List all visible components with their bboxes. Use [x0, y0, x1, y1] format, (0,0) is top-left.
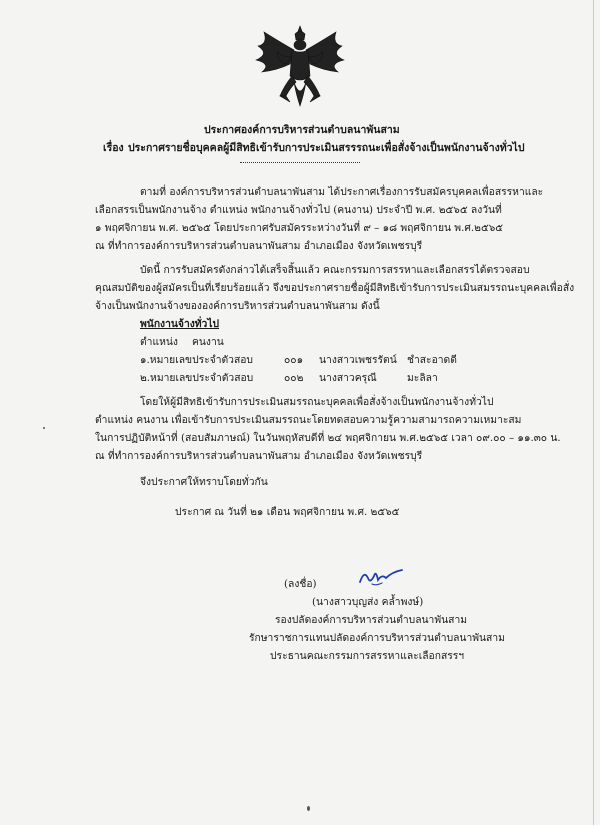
announce-date: ประกาศ ณ วันที่ ๒๑ เดือน พฤศจิกายน พ.ศ. ๒๕๖๕ [175, 506, 400, 518]
para1-line4: ณ ที่ทำการองค์การบริหารส่วนตำบลนาพันสาม อำเภอเมือง จังหวัดเพชรบุรี [95, 240, 423, 252]
para2-line1: บัดนี้ การรับสมัครดังกล่าวได้เสร็จสิ้นแล้ว คณะกรรมการสรรหาและเลือกสรรได้ตรวจสอบ [140, 264, 530, 276]
candidate-label: ๒.หมายเลขประจำตัวสอบ [140, 372, 254, 384]
garuda-emblem-icon [250, 24, 350, 114]
document-title: ประกาศองค์การบริหารส่วนตำบลนาพันสาม [204, 124, 400, 136]
sign-label: (ลงชื่อ) [284, 578, 317, 590]
para3-line3: ในการปฏิบัติหน้าที่ (สอบสัมภาษณ์) ในวันพฤหัสบดีที่ ๒๔ พฤศจิกายน พ.ศ.๒๕๖๕ เวลา ๐๙.๐๐ – ๑๑.๓๐ น. [95, 432, 561, 444]
signer-name: (นางสาวบุญส่ง คล้ำพงษ์) [312, 596, 424, 608]
candidate-surname: ชำสะอาดดี [407, 354, 457, 366]
para1-line3: ๑ พฤศจิกายน พ.ศ. ๒๕๖๕ โดยประกาศรับสมัครระหว่างวันที่ ๙ – ๑๘ พฤศจิกายน พ.ศ.๒๕๖๕ [95, 222, 504, 234]
candidate-number: ๐๐๒ [284, 372, 304, 384]
para3-line1: โดยให้ผู้มีสิทธิเข้ารับการประเมินสมรรถนะบุคคลเพื่อสั่งจ้างเป็นพนักงานจ้างทั่วไป [140, 396, 494, 408]
signer-position-2: รักษาราชการแทนปลัดองค์การบริหารส่วนตำบลนาพันสาม [249, 632, 505, 644]
scan-speck [307, 806, 310, 811]
candidate-label: ๑.หมายเลขประจำตัวสอบ [140, 354, 253, 366]
handwritten-signature [358, 566, 406, 588]
para3-line2: ตำแหน่ง คนงาน เพื่อเข้ารับการประเมินสมรรถนะโดยทดสอบความรู้ความสามารถความเหมาะสม [95, 414, 522, 426]
candidate-number: ๐๐๑ [284, 354, 304, 366]
page-edge [593, 0, 594, 825]
position-label: ตำแหน่ง [140, 336, 178, 348]
para1-line1: ตามที่ องค์การบริหารส่วนตำบลนาพันสาม ได้ประกาศเรื่องการรับสมัครบุคคลเพื่อสรรหาและ [140, 186, 544, 198]
closing-text: จึงประกาศให้ทราบโดยทั่วกัน [140, 476, 268, 488]
candidate-surname: มะลิลา [407, 372, 438, 384]
section-heading: พนักงานจ้างทั่วไป [140, 318, 220, 330]
position-value: คนงาน [192, 336, 224, 348]
scan-speck [43, 427, 45, 429]
header-divider [240, 162, 360, 163]
candidate-name: นางสาวเพชรรัตน์ [319, 354, 397, 366]
signer-position-1: รองปลัดองค์การบริหารส่วนตำบลนาพันสาม [275, 614, 468, 626]
para2-line3: จ้างเป็นพนักงานจ้างขององค์การบริหารส่วนตำบลนาพันสาม ดังนี้ [95, 300, 380, 312]
signer-position-3: ประธานคณะกรรมการสรรหาและเลือกสรรฯ [270, 650, 465, 662]
candidate-name: นางสาวครุณี [319, 372, 377, 384]
para3-line4: ณ ที่ทำการองค์การบริหารส่วนตำบลนาพันสาม อำเภอเมือง จังหวัดเพชรบุรี [95, 450, 423, 462]
subject-text: ประกาศรายชื่อบุคคลผู้มีสิทธิเข้ารับการประเมินสรรรถนะเพื่อสั่งจ้างเป็นพนักงานจ้างทั่วไป [128, 142, 525, 154]
para2-line2: คุณสมบัติของผู้สมัครเป็นที่เรียบร้อยแล้ว จึงขอประกาศรายชื่อผู้มีสิทธิเข้ารับการประเมินสมรรถนะบุคคลเพื่อสั่ง [95, 282, 575, 294]
para1-line2: เลือกสรรเป็นพนักงานจ้าง ตำแหน่ง พนักงานจ้างทั่วไป (คนงาน) ประจำปี พ.ศ. ๒๕๖๕ ลงวันที่ [95, 204, 502, 216]
subject-prefix: เรื่อง [103, 142, 124, 154]
